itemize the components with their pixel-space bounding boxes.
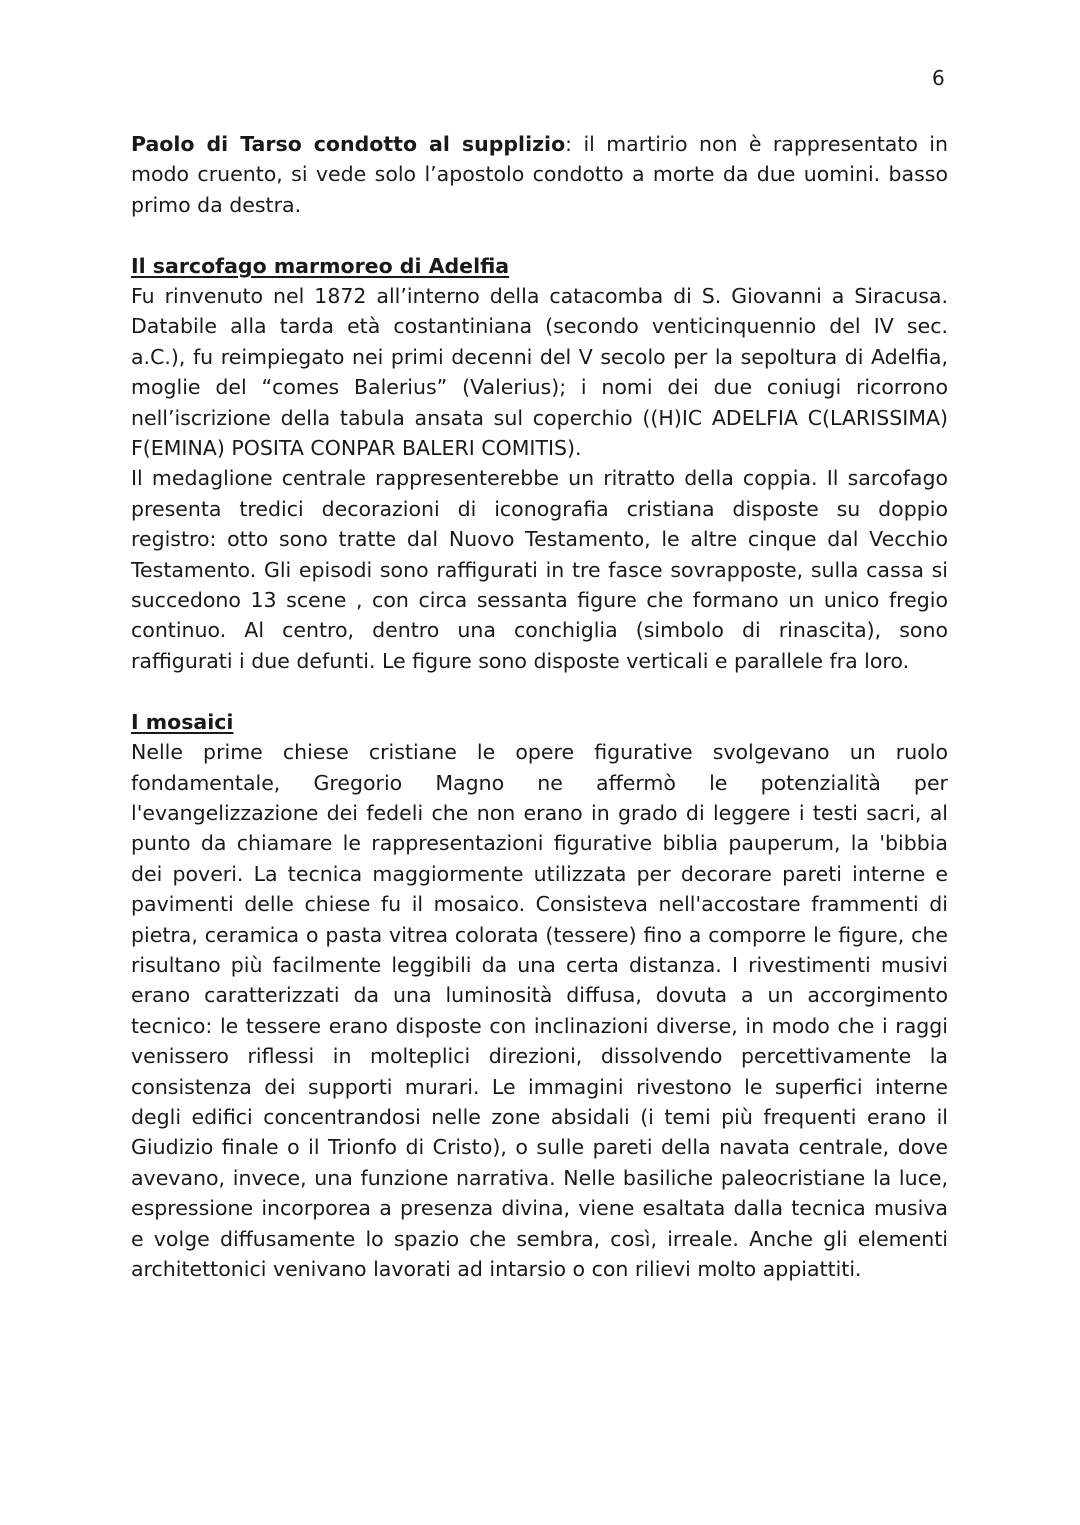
page-number: 6 [932, 66, 945, 90]
mosaici-paragraph-1: Nelle prime chiese cristiane le opere figurative svolgevano un ruolo fondamentale, Gregorio Magno ne affermò le potenzialità per l'evangelizzazione dei fedeli che non erano in grado di leggere i testi sacri, al punto da chiamare le rappresentazioni figurative biblia pauperum, la 'bibbia dei poveri. La tecnica maggiormente utilizzata per decorare pareti interne e pavimenti delle chiese fu il mosaico. Consisteva nell'accostare frammenti di pietra, ceramica o pasta vitrea colorata (tessere) fino a comporre le figure, che risultano più facilmente leggibili da una certa distanza. I rivestimenti musivi erano caratterizzati da una luminosità diffusa, dovuta a un accorgimento tecnico: le tessere erano disposte con inclinazioni diverse, in modo che i raggi venissero riflessi in molteplici direzioni, dissolvendo percettivamente la consistenza dei supporti murari. Le immagini rivestono le superfici interne degli edifici concentrandosi nelle zone absidali (i temi più frequenti erano il Giudizio finale o il Trionfo di Cristo), o sulle pareti della navata centrale, dove avevano, invece, una funzione narrativa. Nelle basiliche paleocristiane la luce, espressione incorporea a presenza divina, viene esaltata dalla tecnica musiva e volge diffusamente lo spazio che sembra, così, irreale. Anche gli elementi architettonici venivano lavorati ad intarsio o con rilievi molto appiattiti. [131, 740, 948, 1281]
sarcofago-paragraph-2: Il medaglione centrale rappresenterebbe un ritratto della coppia. Il sarcofago presenta tredici decorazioni di iconografia cristiana disposte su doppio registro: otto sono tratte dal Nuovo Testamento, le altre cinque dal Vecchio Testamento. Gli episodi sono raffigurati in tre fasce sovrapposte, sulla cassa si succedono 13 scene , con circa sessanta figure che formano un unico fregio continuo. Al centro, dentro una conchiglia (simbolo di rinascita), sono raffigurati i due defunti. Le figure sono disposte verticali e parallele fra loro. [131, 466, 948, 673]
section-spacer [131, 676, 948, 706]
sarcofago-heading: Il sarcofago marmoreo di Adelfia [131, 253, 510, 278]
document-body [131, 129, 948, 1284]
paolo-paragraph [131, 129, 948, 220]
section-spacer [131, 220, 948, 250]
sarcofago-paragraph-1: Fu rinvenuto nel 1872 all’interno della catacomba di S. Giovanni a Siracusa. Databile alla tarda età costantiniana (secondo venticinquennio del IV sec. a.C.), fu reimpiegato nei primi decenni del V secolo per la sepoltura di Adelfia, moglie del “comes Balerius” (Valerius); i nomi dei due coniugi ricorrono nell’iscrizione della tabula ansata sul coperchio ((H)IC ADELFIA C(LARISSIMA) F(EMINA) POSITA CONPAR BALERI COMITIS). [131, 284, 948, 461]
paolo-lead: Paolo di Tarso condotto al supplizio [131, 132, 566, 156]
paolo-text: : il martirio non è rappresentato in modo cruento, si vede solo l’apostolo condotto a morte da due uomini. basso primo da destra. [131, 132, 948, 217]
mosaici-heading: I mosaici [131, 709, 234, 734]
